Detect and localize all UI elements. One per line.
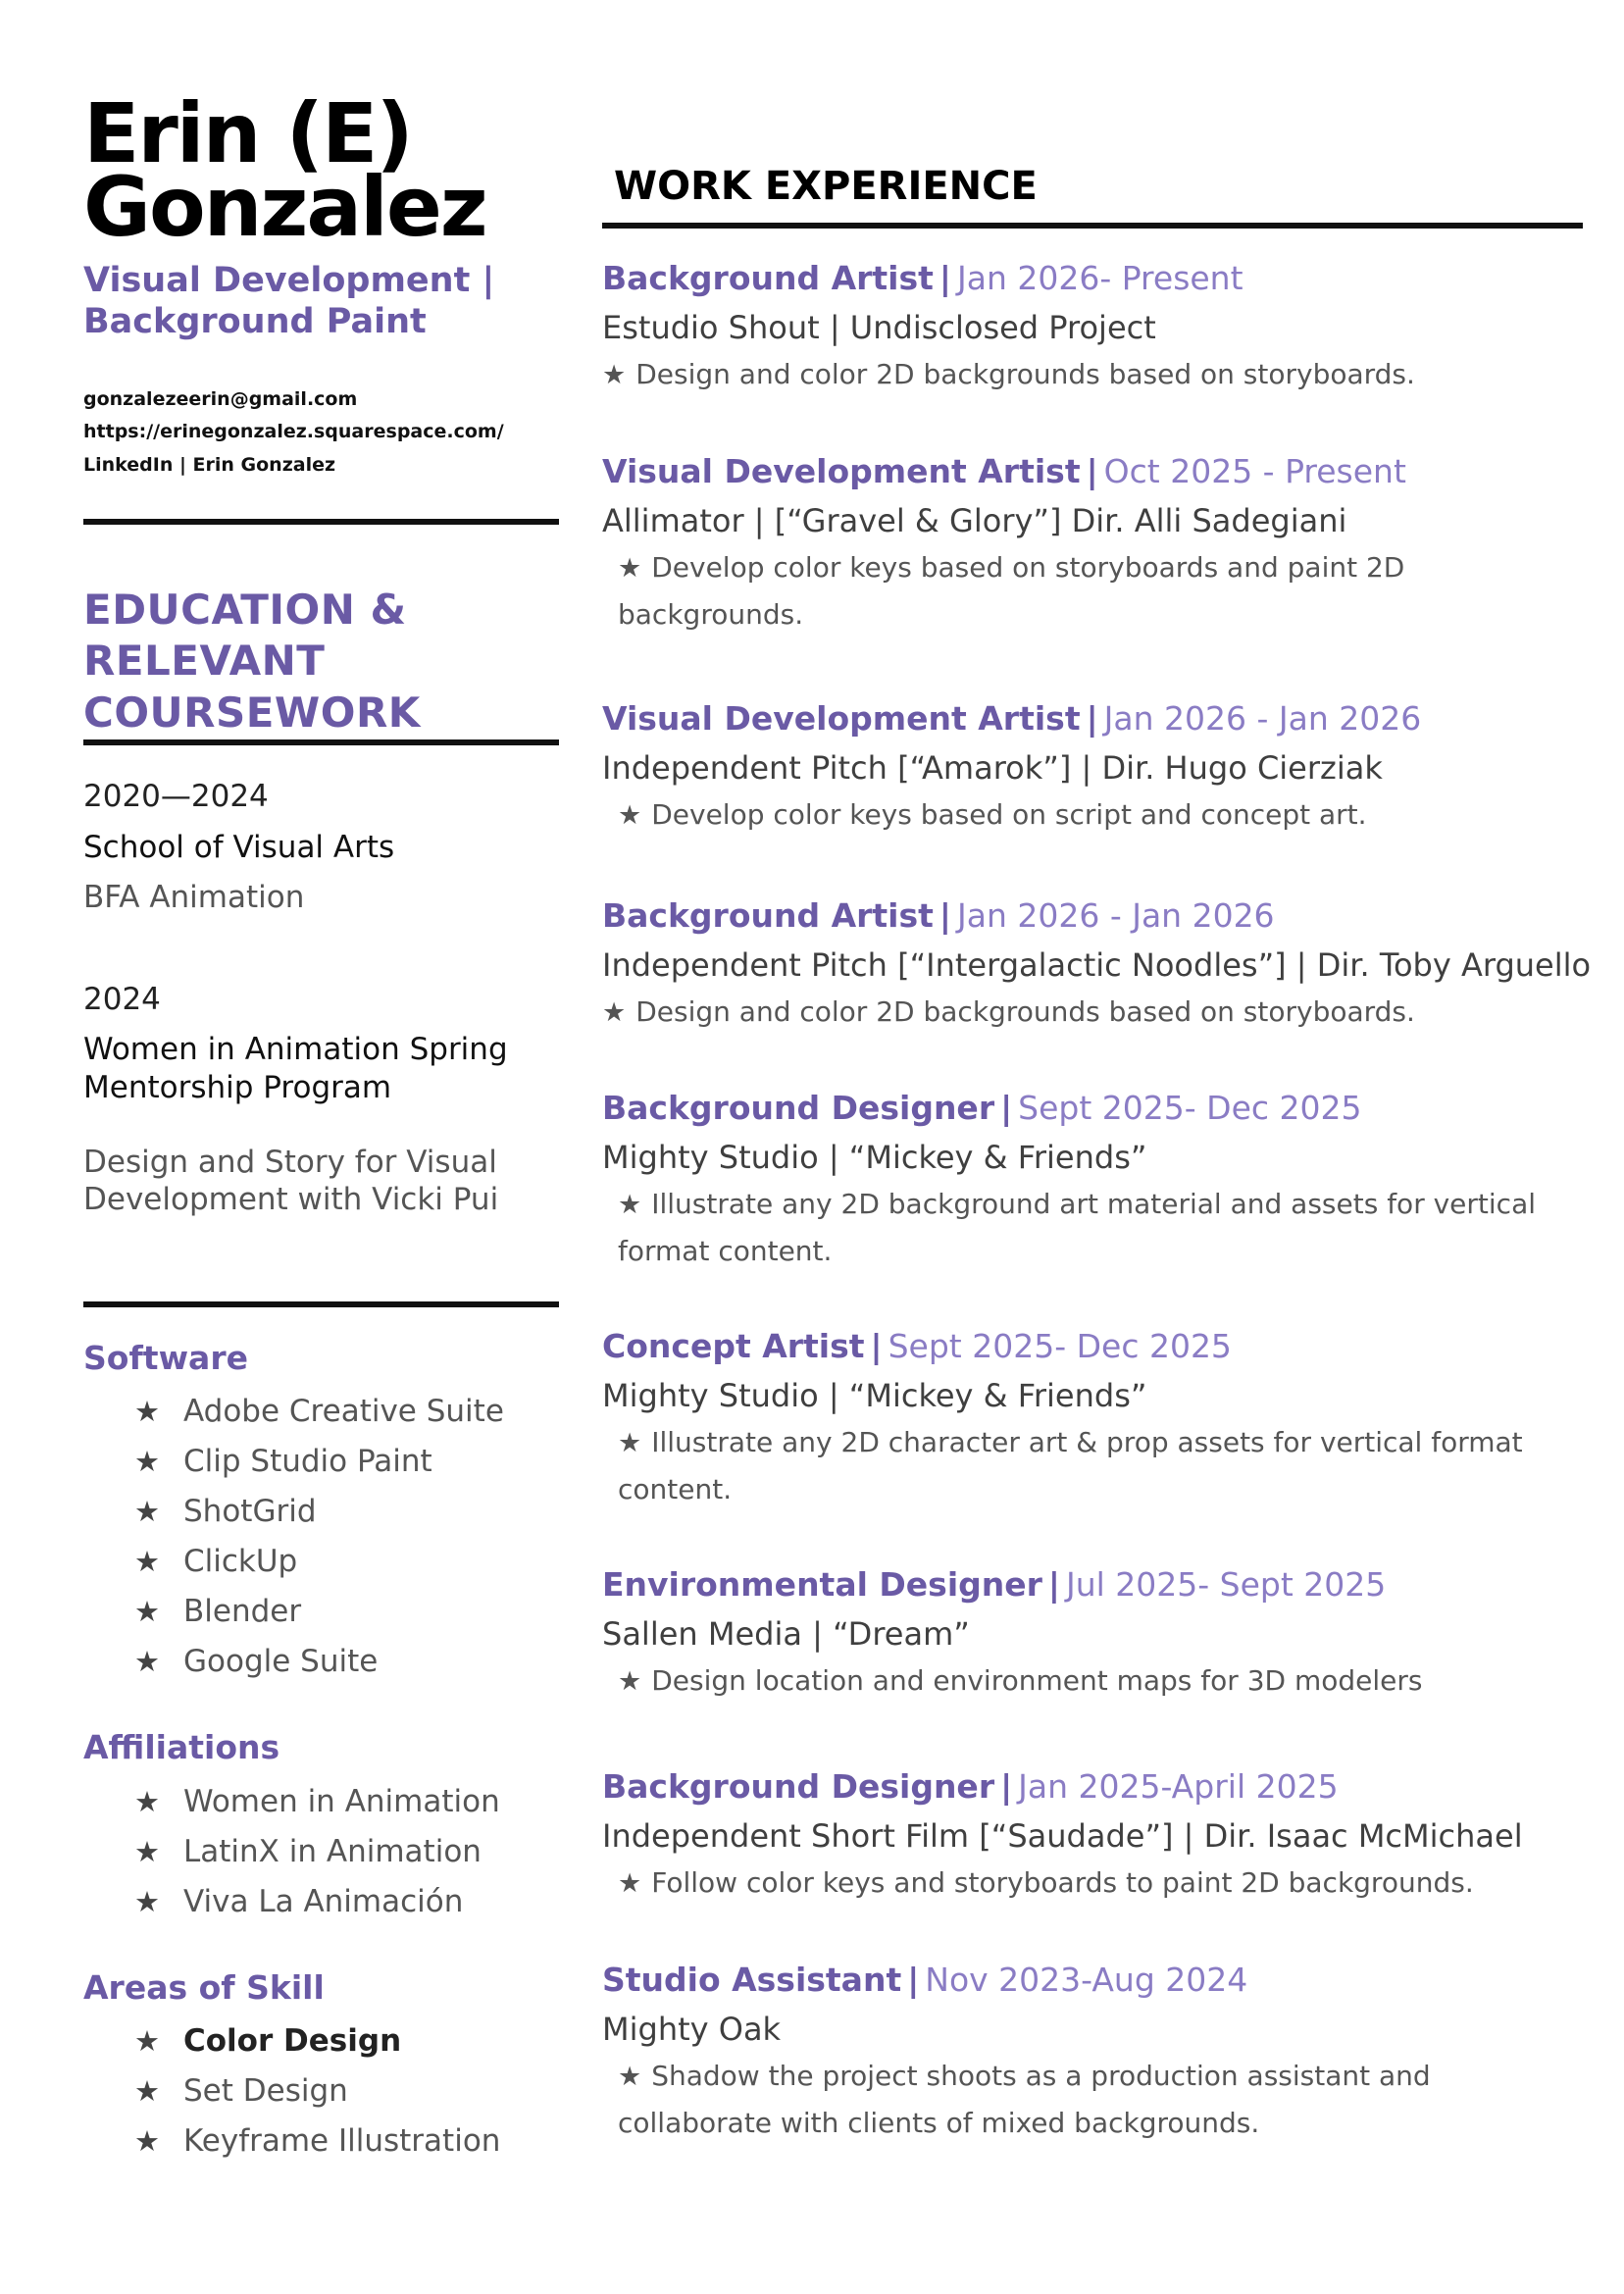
separator: | [1000, 1089, 1013, 1127]
job-description [602, 1657, 1583, 1705]
job-dates: Jan 2026 - Jan 2026 [1103, 699, 1422, 738]
list-item [134, 1777, 500, 1827]
star-icon: ★ [618, 1190, 642, 1220]
star-icon: ★ [134, 1645, 160, 1678]
separator: | [939, 896, 951, 935]
job-company: Sallen Media | “Dream” [602, 1615, 970, 1653]
star-icon: ★ [618, 2062, 642, 2092]
job-entry [602, 1087, 1583, 1274]
job-title: Background Designer [602, 1767, 995, 1806]
job-title: Background Designer [602, 1089, 995, 1127]
job-description-text: Illustrate any 2D character art & prop assets for vertical format content. [618, 1426, 1523, 1505]
job-description [602, 1419, 1583, 1512]
affiliation-item: Women in Animation [183, 1784, 500, 1819]
contact-linkedin[interactable]: LinkedIn | Erin Gonzalez [83, 454, 336, 476]
skills-list [134, 2016, 500, 2167]
star-icon: ★ [618, 1428, 642, 1458]
separator: | [1086, 699, 1098, 738]
job-dates: Jan 2026 - Jan 2026 [956, 896, 1275, 935]
contact-website[interactable]: https://erinegonzalez.squarespace.com/ [83, 421, 504, 442]
education-program-line-2: Mentorship Program [83, 1070, 392, 1105]
list-item [134, 2116, 500, 2167]
list-item [134, 1637, 504, 1687]
job-title: Visual Development Artist [602, 699, 1081, 738]
list-item [134, 1487, 504, 1537]
job-title: Studio Assistant [602, 1961, 902, 1999]
job-company: Mighty Studio | “Mickey & Friends” [602, 1377, 1147, 1414]
job-description-text: Shadow the project shoots as a production assistant and collaborate with clients of mixed backgrounds. [618, 2060, 1431, 2139]
job-dates: Sept 2025- Dec 2025 [888, 1327, 1232, 1365]
job-company: Mighty Studio | “Mickey & Friends” [602, 1139, 1147, 1176]
separator: | [870, 1327, 883, 1365]
list-item [134, 1827, 500, 1877]
job-description [602, 544, 1583, 637]
separator: | [1047, 1565, 1060, 1604]
role-line-1: Visual Development | [83, 261, 495, 300]
job-entry [602, 1959, 1583, 2146]
education-years: 2024 [83, 982, 161, 1017]
job-description-text: Design and color 2D backgrounds based on storyboards. [635, 995, 1415, 1028]
star-icon: ★ [602, 360, 627, 390]
job-title: Visual Development Artist [602, 452, 1081, 490]
job-entry [602, 1765, 1583, 1907]
job-dates: Jul 2025- Sept 2025 [1065, 1565, 1387, 1604]
star-icon: ★ [134, 1595, 160, 1628]
job-title-line [602, 894, 1583, 938]
job-title: Environmental Designer [602, 1565, 1042, 1604]
job-title-line [602, 257, 1583, 300]
job-entry [602, 894, 1592, 1036]
software-item: ShotGrid [183, 1494, 317, 1529]
star-icon: ★ [134, 1835, 160, 1868]
star-icon: ★ [618, 800, 642, 831]
separator: | [1000, 1767, 1013, 1806]
divider [83, 1301, 559, 1307]
list-item [134, 1387, 504, 1437]
education-program-line-1: Women in Animation Spring [83, 1032, 508, 1067]
job-title-line [602, 697, 1583, 740]
software-heading: Software [83, 1339, 248, 1377]
job-description [602, 2053, 1583, 2146]
star-icon: ★ [134, 1885, 160, 1918]
job-title: Background Artist [602, 896, 934, 935]
divider [83, 519, 559, 525]
list-item [134, 1877, 500, 1927]
list-item [134, 1537, 504, 1587]
star-icon: ★ [602, 997, 627, 1028]
affiliations-heading: Affiliations [83, 1728, 280, 1766]
job-description [602, 1181, 1583, 1274]
software-item: Clip Studio Paint [183, 1444, 432, 1479]
education-heading-line-1: EDUCATION & [83, 586, 407, 634]
star-icon: ★ [618, 553, 642, 584]
job-description [602, 791, 1583, 839]
role-line-2: Background Paint [83, 302, 427, 341]
name-line-first: Erin (E) [83, 85, 412, 181]
job-company: Estudio Shout | Undisclosed Project [602, 309, 1156, 346]
separator: | [1086, 452, 1098, 490]
education-years: 2020—2024 [83, 779, 269, 814]
software-item: Blender [183, 1594, 302, 1629]
list-item [134, 2016, 500, 2066]
star-icon: ★ [134, 2024, 160, 2058]
star-icon: ★ [618, 1666, 642, 1697]
job-entry [602, 450, 1583, 637]
job-description-text: Develop color keys based on storyboards and paint 2D backgrounds. [618, 551, 1405, 631]
education-school: School of Visual Arts [83, 830, 395, 865]
affiliation-item: LatinX in Animation [183, 1834, 482, 1869]
job-dates: Jan 2025-April 2025 [1018, 1767, 1339, 1806]
job-dates: Sept 2025- Dec 2025 [1018, 1089, 1362, 1127]
skill-item: Keyframe Illustration [183, 2123, 501, 2159]
job-dates: Oct 2025 - Present [1103, 452, 1406, 490]
job-entry [602, 697, 1583, 839]
job-description-text: Design location and environment maps for 3D modelers [651, 1664, 1423, 1697]
job-description [602, 351, 1583, 398]
job-entry [602, 1325, 1583, 1512]
work-experience-heading: WORK EXPERIENCE [614, 164, 1038, 209]
divider [83, 739, 559, 745]
job-title-line [602, 1563, 1583, 1606]
list-item [134, 1437, 504, 1487]
job-title-line [602, 450, 1583, 493]
job-company: Independent Pitch [“Intergalactic Noodles”] | Dir. Toby Arguello [602, 946, 1592, 984]
divider [602, 223, 1583, 229]
list-item [134, 1587, 504, 1637]
skill-item: Set Design [183, 2073, 348, 2109]
list-item [134, 2066, 500, 2116]
star-icon: ★ [134, 2074, 160, 2108]
job-title-line [602, 1325, 1583, 1368]
job-title: Background Artist [602, 259, 934, 297]
education-degree: BFA Animation [83, 880, 305, 915]
star-icon: ★ [134, 2124, 160, 2158]
separator: | [939, 259, 951, 297]
star-icon: ★ [134, 1785, 160, 1818]
name-line-last: Gonzalez [83, 159, 486, 255]
skills-heading: Areas of Skill [83, 1968, 325, 2007]
job-description [602, 1860, 1583, 1907]
software-list [134, 1387, 504, 1687]
job-company: Independent Pitch [“Amarok”] | Dir. Hugo Cierziak [602, 749, 1383, 787]
education-course-line-1: Design and Story for Visual [83, 1145, 497, 1180]
affiliations-list [134, 1777, 500, 1927]
star-icon: ★ [134, 1395, 160, 1428]
job-entry [602, 257, 1583, 398]
star-icon: ★ [134, 1445, 160, 1478]
job-entry [602, 1563, 1583, 1705]
job-title-line [602, 1087, 1583, 1130]
skill-item: Color Design [183, 2023, 402, 2059]
separator: | [907, 1961, 920, 1999]
job-title-line [602, 1765, 1583, 1809]
job-title-line [602, 1959, 1583, 2002]
job-description-text: Follow color keys and storyboards to paint 2D backgrounds. [651, 1866, 1474, 1899]
education-heading-line-3: COURSEWORK [83, 688, 421, 737]
job-title: Concept Artist [602, 1327, 865, 1365]
job-company: Allimator | [“Gravel & Glory”] Dir. Alli Sadegiani [602, 502, 1347, 539]
star-icon: ★ [134, 1545, 160, 1578]
job-description [602, 989, 1583, 1036]
job-company: Independent Short Film [“Saudade”] | Dir. Isaac McMichael [602, 1817, 1523, 1855]
software-item: Adobe Creative Suite [183, 1394, 504, 1429]
education-heading-line-2: RELEVANT [83, 637, 326, 685]
star-icon: ★ [618, 1868, 642, 1899]
job-description-text: Illustrate any 2D background art material and assets for vertical format content. [618, 1188, 1537, 1267]
star-icon: ★ [134, 1495, 160, 1528]
job-dates: Jan 2026- Present [956, 259, 1243, 297]
contact-email[interactable]: gonzalezeerin@gmail.com [83, 388, 358, 410]
software-item: Google Suite [183, 1644, 379, 1679]
software-item: ClickUp [183, 1544, 298, 1579]
affiliation-item: Viva La Animación [183, 1884, 464, 1919]
job-description-text: Design and color 2D backgrounds based on storyboards. [635, 358, 1415, 390]
education-course-line-2: Development with Vicki Pui [83, 1182, 499, 1217]
job-company: Mighty Oak [602, 2011, 782, 2048]
job-description-text: Develop color keys based on script and concept art. [651, 798, 1367, 831]
job-dates: Nov 2023-Aug 2024 [925, 1961, 1248, 1999]
